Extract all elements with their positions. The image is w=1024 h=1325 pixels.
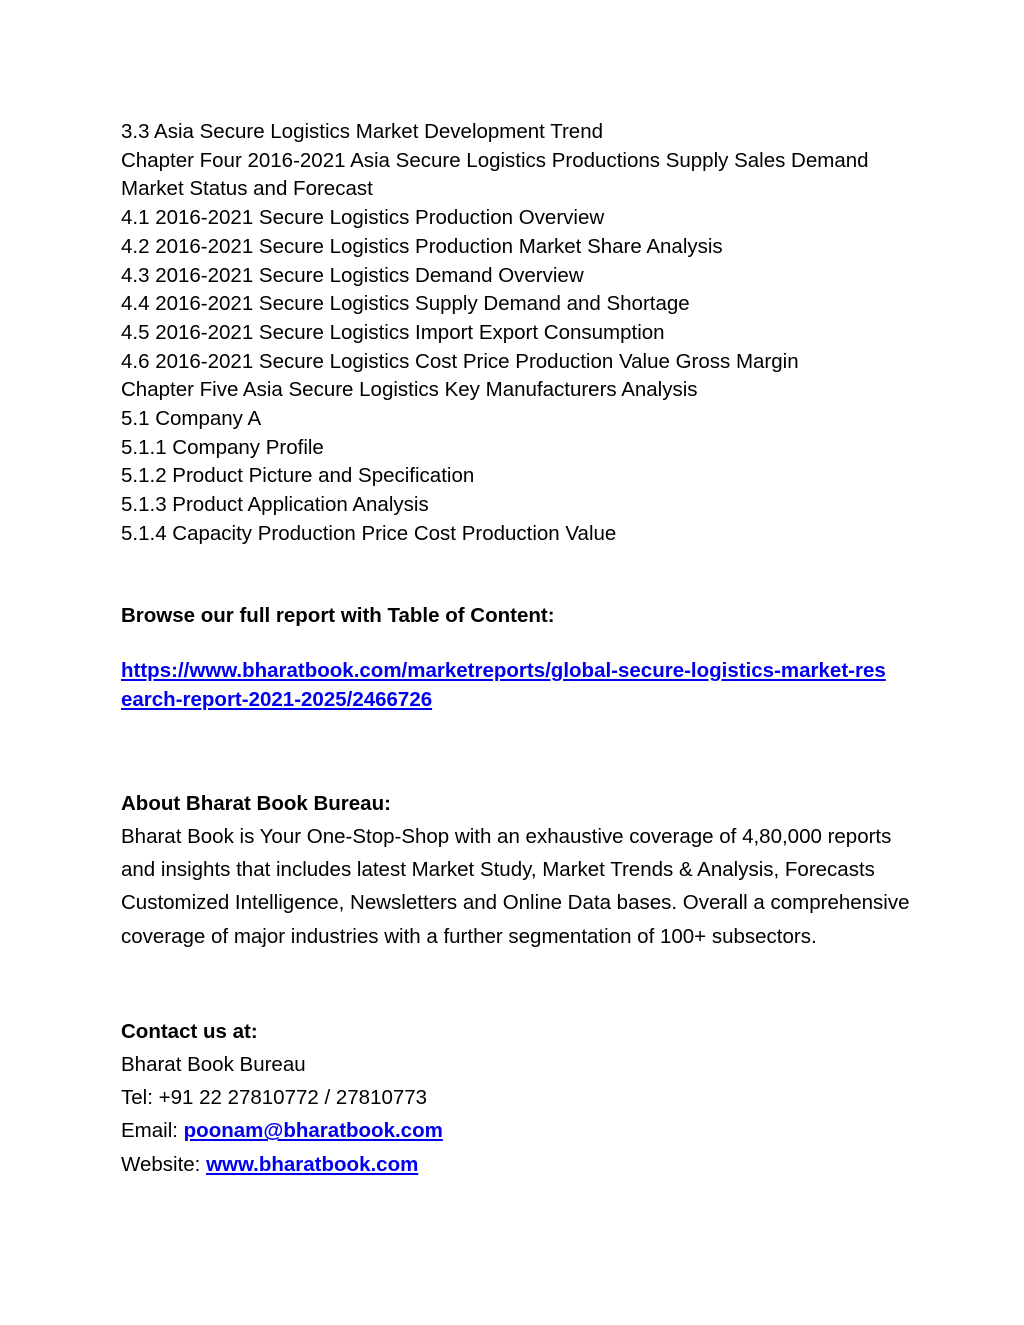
toc-line: 5.1.2 Product Picture and Specification	[121, 464, 475, 488]
toc-section	[121, 118, 921, 549]
contact-email-line	[121, 1114, 911, 1147]
contact-heading: Contact us at:	[121, 1020, 258, 1043]
contact-company: Bharat Book Bureau	[121, 1053, 306, 1076]
toc-line: 4.5 2016-2021 Secure Logistics Import Export Consumption	[121, 320, 665, 344]
website-label: Website:	[121, 1152, 207, 1176]
toc-line: Chapter Four 2016-2021 Asia Secure Logistics Productions Supply Sales Demand Market Status and Forecast	[121, 148, 869, 201]
toc-line: 4.1 2016-2021 Secure Logistics Production Overview	[121, 206, 605, 230]
toc-line: 3.3 Asia Secure Logistics Market Development Trend	[121, 120, 603, 143]
report-link[interactable]: https://www.bharatbook.com/marketreports/global-secure-logistics-market-research-report-2021-2025/2466726	[121, 659, 886, 711]
toc-line: 4.4 2016-2021 Secure Logistics Supply Demand and Shortage	[121, 292, 690, 316]
toc-line: Chapter Five Asia Secure Logistics Key Manufacturers Analysis	[121, 378, 698, 402]
about-section	[121, 787, 911, 953]
toc-line: 5.1.4 Capacity Production Price Cost Production Value	[121, 521, 617, 545]
email-label: Email:	[121, 1119, 184, 1143]
toc-line: 5.1.3 Product Application Analysis	[121, 493, 429, 517]
toc-line: 5.1.1 Company Profile	[121, 435, 324, 459]
contact-tel: Tel: +91 22 27810772 / 27810773	[121, 1086, 428, 1110]
toc-line: 4.6 2016-2021 Secure Logistics Cost Price Production Value Gross Margin	[121, 349, 799, 373]
website-link[interactable]: www.bharatbook.com	[206, 1152, 419, 1176]
contact-website-line	[121, 1148, 911, 1181]
toc-line: 4.2 2016-2021 Secure Logistics Production Market Share Analysis	[121, 234, 723, 258]
contact-section	[121, 1015, 911, 1181]
browse-heading: Browse our full report with Table of Content:	[121, 604, 555, 627]
about-body: Bharat Book is Your One-Stop-Shop with an exhaustive coverage of 4,80,000 reports and insights that includes latest Market Study, Market Trends & Analysis, Forecasts Customized Intelligence, Newsletters and Online Data bases. Overall a comprehensive coverage of major industries with a further segmentation of 100+ subsectors.	[121, 825, 910, 948]
email-link[interactable]: poonam@bharatbook.com	[183, 1119, 443, 1143]
toc-line: 5.1 Company A	[121, 407, 262, 431]
toc-line: 4.3 2016-2021 Secure Logistics Demand Overview	[121, 263, 584, 287]
about-heading: About Bharat Book Bureau:	[121, 792, 391, 815]
